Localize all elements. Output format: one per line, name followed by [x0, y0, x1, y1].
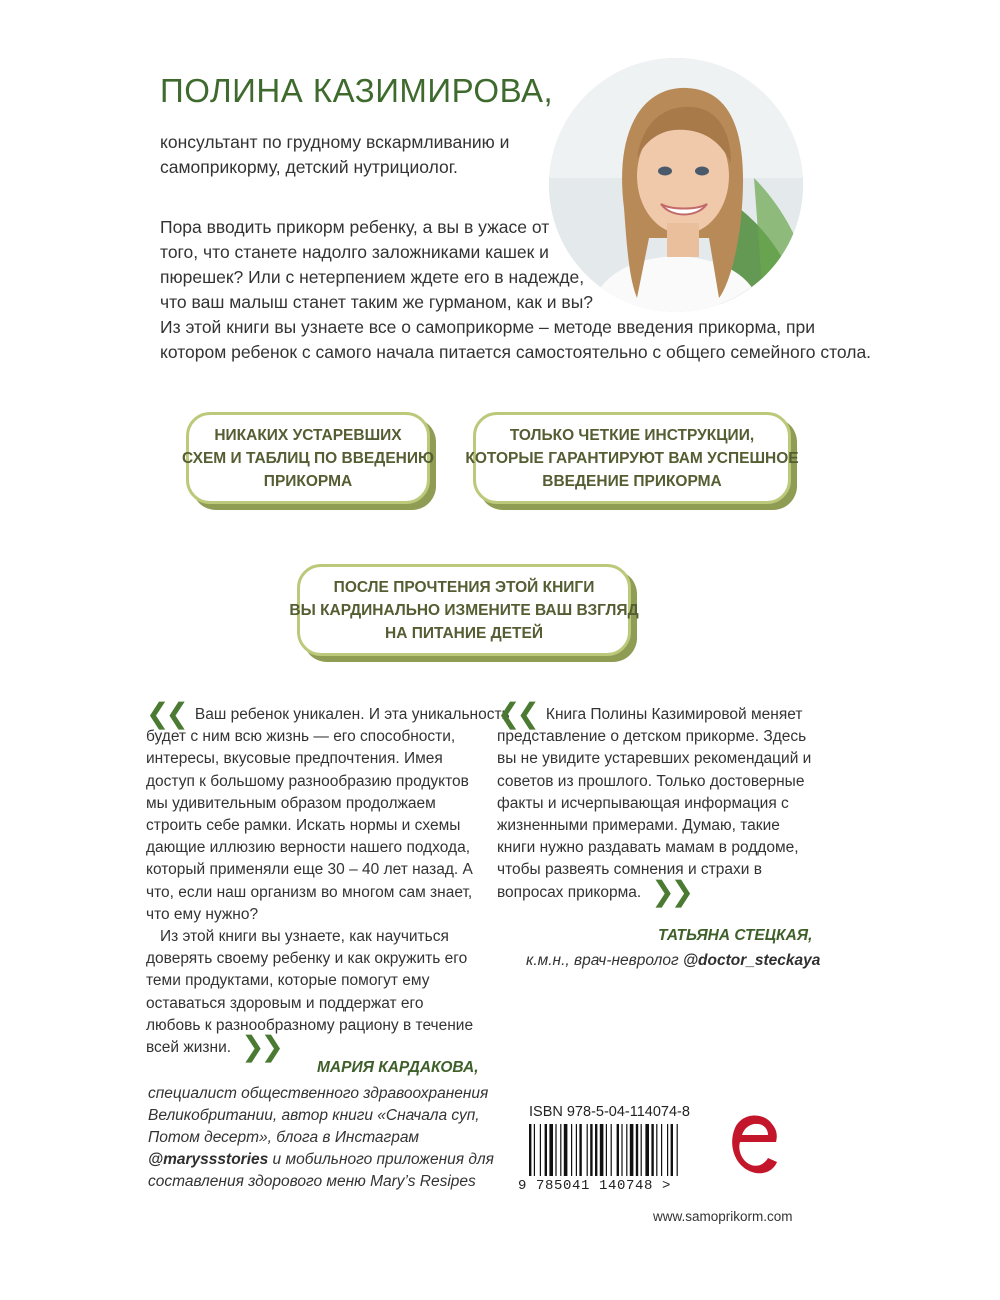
intro-line: Из этой книги вы узнаете все о самоприкорме – методе введения прикорма, при — [160, 317, 815, 337]
barcode-bar — [677, 1124, 678, 1176]
barcode-image — [529, 1124, 699, 1176]
signature-name-steckaya: ТАТЬЯНА СТЕЦКАЯ, — [658, 927, 813, 944]
barcode-bar — [645, 1124, 649, 1176]
quote-line: мы удивительным образом продолжаем — [146, 794, 436, 812]
signature-role-kardakova — [148, 1083, 494, 1193]
intro-line: Пора вводить прикорм ребенку, а вы в ужасе от — [160, 217, 550, 237]
testimonial-kardakova — [146, 697, 510, 1064]
barcode-bar — [545, 1124, 547, 1176]
barcode-bar — [661, 1124, 662, 1176]
barcode-bar — [667, 1124, 668, 1176]
isbn-number: ISBN 978-5-04-114074-8 — [529, 1104, 690, 1120]
barcode-bar — [651, 1124, 653, 1176]
author-description — [160, 130, 540, 180]
quote-line: представление о детском прикорме. Здесь — [497, 728, 807, 746]
barcode-bar — [641, 1124, 642, 1176]
barcode-bar — [571, 1124, 572, 1176]
barcode-bar — [590, 1124, 592, 1176]
callout-box-no-outdated-schemes — [182, 412, 434, 504]
signature-role-line: составления здорового меню Mary’s Resipes — [148, 1173, 476, 1190]
callout-line: ВЫ КАРДИНАЛЬНО ИЗМЕНИТЕ ВАШ ВЗГЛЯД — [289, 601, 639, 619]
barcode-bar — [656, 1124, 657, 1176]
callout-line: КОТОРЫЕ ГАРАНТИРУЮТ ВАМ УСПЕШНОЕ — [465, 449, 799, 467]
barcode-bar — [595, 1124, 597, 1176]
signature-name-kardakova: МАРИЯ КАРДАКОВА, — [317, 1059, 479, 1076]
callout-line: ПОСЛЕ ПРОЧТЕНИЯ ЭТОЙ КНИГИ — [333, 578, 595, 596]
quote-line: книги нужно раздавать мамам в роддоме, — [497, 839, 799, 857]
quote-line: Из этой книги вы узнаете, как научиться — [160, 928, 449, 946]
callout-box-clear-instructions — [465, 412, 799, 504]
barcode-digits: 9 785041 140748 > — [518, 1178, 672, 1194]
signature-role-text: к.м.н., врач-невролог — [526, 952, 683, 969]
barcode-bar — [611, 1124, 612, 1176]
quote-line: будет с ним всю жизнь — его способности, — [146, 728, 456, 746]
quote-line: всей жизни. — [146, 1039, 232, 1057]
barcode-bar — [560, 1124, 561, 1176]
quote-line: жизненными примерами. Думаю, такие — [497, 817, 780, 835]
publisher-logo-icon — [728, 1110, 778, 1178]
intro-line: котором ребенок с самого начала питается самостоятельно с общего семейного стола. — [160, 342, 872, 362]
author-name: ПОЛИНА КАЗИМИРОВА, — [160, 72, 554, 109]
intro-line: что ваш малыш станет таким же гурманом, как и вы? — [160, 292, 594, 312]
quote-line: интересы, вкусовые предпочтения. Имея — [146, 750, 443, 768]
quote-line: любовь к разнообразному рациону в течение — [146, 1016, 474, 1034]
barcode-bar — [636, 1124, 638, 1176]
quote-line: вопросах прикорма. — [497, 883, 642, 901]
barcode-bar — [630, 1124, 634, 1176]
quote-line: что ему нужно? — [146, 905, 259, 923]
quote-line: дающие иллюзию верности нашего подхода, — [146, 839, 471, 857]
barcode-bar — [534, 1124, 535, 1176]
intro-line: того, что станете надолго заложниками кашек и — [160, 242, 549, 262]
quote-line: вы не увидите устаревших рекомендаций и — [497, 750, 812, 768]
open-quote-icon: ❮❮ — [497, 697, 536, 730]
barcode-bar — [606, 1124, 607, 1176]
callout-line: ПРИКОРМА — [263, 472, 353, 490]
instagram-handle: @maryssstories — [148, 1151, 269, 1168]
quote-line: Ваш ребенок уникален. И эта уникальность — [194, 706, 510, 723]
barcode-bar — [626, 1124, 627, 1176]
callout-box-change-view — [289, 564, 639, 656]
intro-paragraph — [160, 215, 872, 365]
author-description-line: самоприкорму, детский нутрициолог. — [160, 157, 458, 177]
barcode-bar — [579, 1124, 581, 1176]
website-url: www.samoprikorm.com — [653, 1209, 793, 1224]
quote-line: Книга Полины Казимировой меняет — [545, 706, 803, 723]
quote-line: что, если наш организм во многом сам знает, — [146, 883, 473, 901]
barcode-bar — [529, 1124, 531, 1176]
quote-line: доступ к большому разнообразию продуктов — [146, 772, 469, 790]
callout-line: ТОЛЬКО ЧЕТКИЕ ИНСТРУКЦИИ, — [509, 426, 755, 444]
callout-line: ВВЕДЕНИЕ ПРИКОРМА — [542, 472, 722, 490]
quote-line: факты и исчерпывающая информация с — [497, 794, 789, 812]
signature-role-steckaya — [526, 950, 820, 972]
signature-role-line: и мобильного приложения для — [268, 1151, 494, 1168]
barcode-bar — [621, 1124, 622, 1176]
callout-line: СХЕМ И ТАБЛИЦ ПО ВВЕДЕНИЮ — [182, 449, 434, 467]
barcode-bar — [671, 1124, 673, 1176]
author-description-line: консультант по грудному вскармливанию и — [160, 132, 510, 152]
quote-line: который применяли еще 30 – 40 лет назад. А — [146, 861, 473, 879]
barcode-bar — [564, 1124, 568, 1176]
close-quote-icon: ❯❯ — [651, 874, 691, 908]
barcode-bar — [587, 1124, 588, 1176]
callout-line: НИКАКИХ УСТАРЕВШИХ — [214, 426, 402, 444]
quote-line: строить себе рамки. Искать нормы и схемы — [146, 817, 461, 835]
barcode-bar — [576, 1124, 577, 1176]
barcode-bar — [617, 1124, 619, 1176]
signature-role-line: Потом десерт», блога в Инстаграм — [148, 1129, 420, 1146]
barcode-bar — [549, 1124, 553, 1176]
instagram-handle: @doctor_steckaya — [682, 952, 821, 969]
quote-line: советов из прошлого. Только достоверные — [497, 772, 805, 790]
intro-line: пюрешек? Или с нетерпением ждете его в надежде, — [160, 267, 585, 287]
signature-role-line: Великобритании, автор книги «Сначала суп, — [148, 1107, 480, 1124]
barcode-bar — [540, 1124, 541, 1176]
signature-role-line: специалист общественного здравоохранения — [148, 1085, 489, 1102]
callout-line: НА ПИТАНИЕ ДЕТЕЙ — [385, 624, 543, 642]
open-quote-icon: ❮❮ — [146, 697, 185, 730]
quote-line: оставаться здоровым и поддержат его — [146, 994, 424, 1012]
barcode-bar — [555, 1124, 556, 1176]
quote-line: чтобы развеять сомнения и страхи в — [497, 861, 762, 879]
testimonial-steckaya — [497, 697, 812, 908]
quote-line: теми продуктами, которые помогут ему — [146, 972, 430, 990]
quote-line: доверять своему ребенку и как окружить его — [146, 950, 468, 968]
barcode-bar — [600, 1124, 604, 1176]
close-quote-icon: ❯❯ — [241, 1030, 280, 1064]
